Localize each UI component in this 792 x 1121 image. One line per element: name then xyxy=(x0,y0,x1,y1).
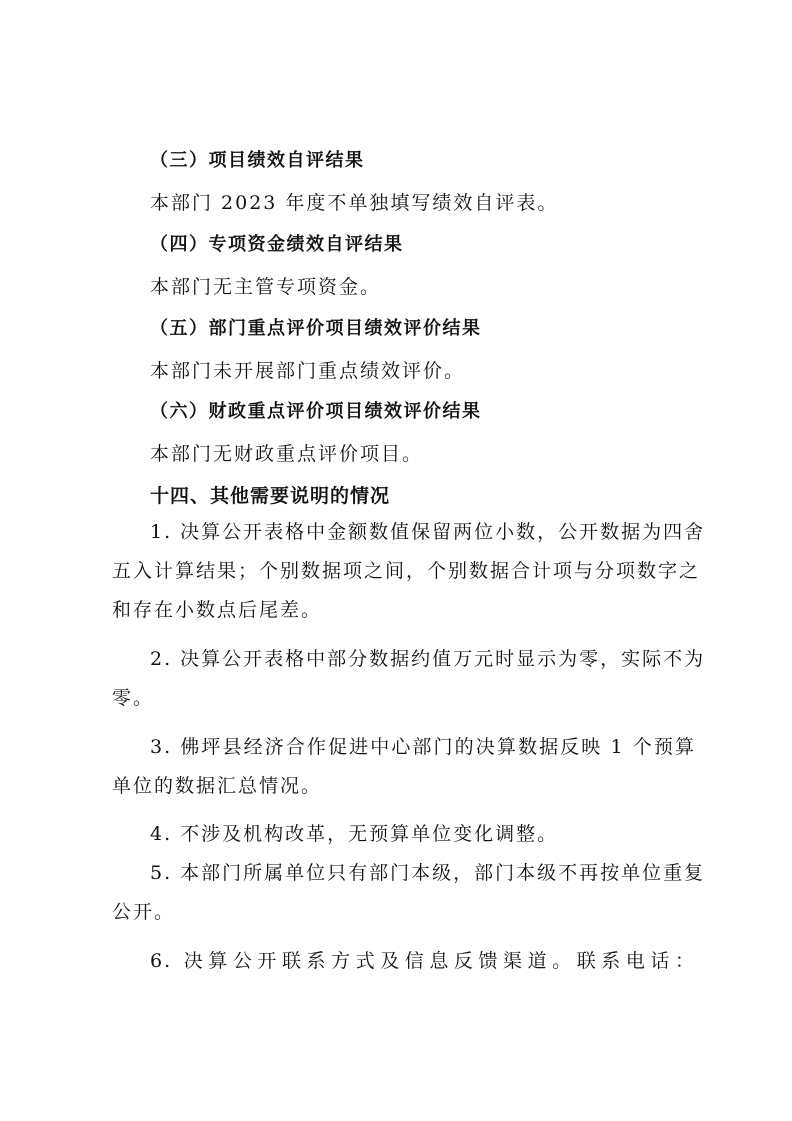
section-14-heading: 十四、其他需要说明的情况 xyxy=(150,485,391,507)
item-4-line-1: 4. 不涉及机构改革，无预算单位变化调整。 xyxy=(150,823,559,845)
item-6-line-1: 6. 决算公开联系方式及信息反馈渠道。联系电话： xyxy=(150,950,696,972)
section-6-body: 本部门无财政重点评价项目。 xyxy=(150,443,424,465)
item-5-line-1: 5. 本部门所属单位只有部门本级，部门本级不再按单位重复 xyxy=(150,862,706,884)
item-3-line-2: 单位的数据汇总情况。 xyxy=(112,775,323,797)
item-2-line-1: 2. 决算公开表格中部分数据约值万元时显示为零，实际不为 xyxy=(150,648,706,670)
section-5-heading: （五）部门重点评价项目绩效评价结果 xyxy=(150,318,482,339)
section-4-body: 本部门无主管专项资金。 xyxy=(150,276,382,298)
section-3-body: 本部门 2023 年度不单独填写绩效自评表。 xyxy=(150,192,559,214)
item-3-line-1: 3. 佛坪县经济合作促进中心部门的决算数据反映 1 个预算 xyxy=(150,736,696,758)
item-5-line-2: 公开。 xyxy=(112,901,176,923)
section-3-heading: （三）项目绩效自评结果 xyxy=(150,150,365,171)
section-4-heading: （四）专项资金绩效自评结果 xyxy=(150,234,404,255)
section-5-body: 本部门未开展部门重点绩效评价。 xyxy=(150,360,466,382)
item-1-line-2: 五入计算结果；个别数据项之间，个别数据合计项与分项数字之 xyxy=(112,560,701,582)
item-1-line-1: 1. 决算公开表格中金额数值保留两位小数，公开数据为四舍 xyxy=(150,521,706,543)
item-1-line-3: 和存在小数点后尾差。 xyxy=(112,599,323,621)
section-6-heading: （六）财政重点评价项目绩效评价结果 xyxy=(150,401,482,422)
item-2-line-2: 零。 xyxy=(112,687,155,709)
